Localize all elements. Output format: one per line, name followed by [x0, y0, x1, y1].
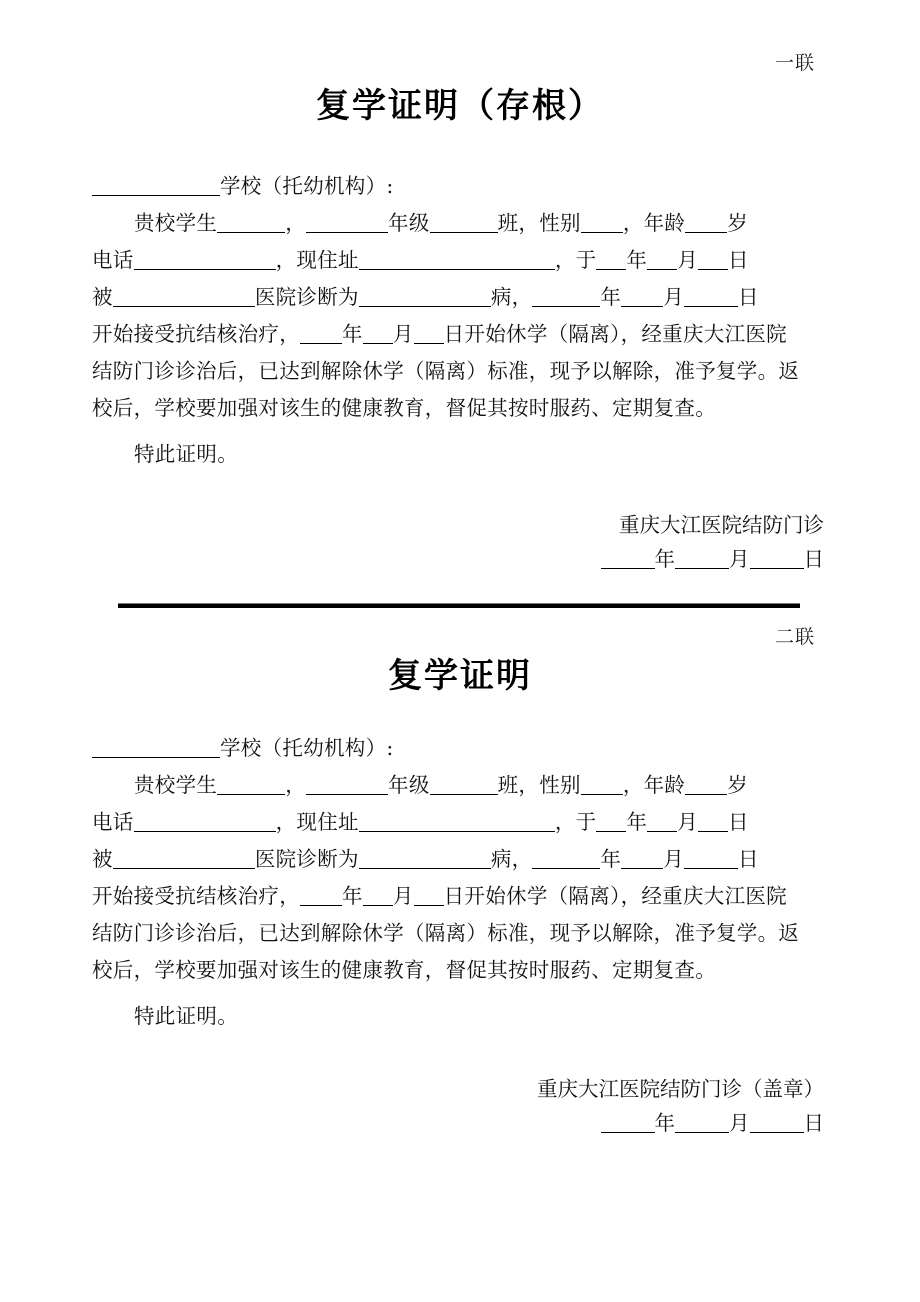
- leave-year-blank[interactable]: [300, 888, 342, 906]
- year-unit-3: 年: [342, 322, 363, 346]
- grade-label: 年级: [388, 211, 430, 235]
- certificate-body-first: [92, 168, 832, 473]
- age-unit: 岁: [727, 773, 749, 797]
- disease-unit: 病，: [490, 285, 533, 309]
- treatment-start-label: 开始接受抗结核治疗，: [92, 884, 300, 908]
- diagnosis-line-first: [92, 279, 832, 316]
- class-label: 班，性别: [497, 773, 581, 797]
- year-unit-2: 年: [600, 847, 622, 871]
- issue-date-first: [92, 542, 832, 576]
- class-label: 班，性别: [497, 211, 581, 235]
- issue-date-second: [92, 1106, 832, 1140]
- phone-blank[interactable]: [134, 252, 276, 270]
- month-unit-2: 月: [663, 285, 685, 309]
- treat-day-blank[interactable]: [684, 289, 738, 307]
- month-unit-2: 月: [663, 847, 685, 871]
- signature-block-second: [92, 1072, 832, 1140]
- hospital-blank[interactable]: [113, 851, 255, 869]
- leave-day-blank[interactable]: [414, 888, 444, 906]
- sign-year-blank[interactable]: [601, 1115, 655, 1133]
- school-name-line-second: [92, 730, 832, 767]
- leave-suffix: 日开始休学（隔离），经重庆大江医院: [443, 322, 787, 346]
- school-name-suffix: 学校（托幼机构）:: [220, 174, 394, 198]
- grade-blank[interactable]: [306, 777, 388, 795]
- treat-month-blank[interactable]: [621, 851, 663, 869]
- age-blank[interactable]: [685, 215, 727, 233]
- month-unit-1: 月: [677, 248, 699, 272]
- hospital-blank[interactable]: [113, 289, 255, 307]
- sign-year-unit: 年: [654, 1111, 675, 1135]
- clearance-line-second: 结防门诊诊治后，已达到解除休学（隔离）标准，现予以解除，准予复学。返: [92, 921, 800, 945]
- disease-unit: 病，: [490, 847, 533, 871]
- grade-blank[interactable]: [306, 215, 388, 233]
- treatment-line-first: [92, 316, 832, 353]
- address-label: ，现住址: [275, 248, 359, 272]
- issuing-org-second: 重庆大江医院结防门诊（盖章）: [537, 1077, 824, 1101]
- address-label: ，现住址: [275, 810, 359, 834]
- class-blank[interactable]: [430, 215, 498, 233]
- sign-day-unit: 日: [803, 547, 824, 571]
- diagnosis-label: 医院诊断为: [254, 847, 359, 871]
- phone-label: 电话: [92, 810, 134, 834]
- treatment-line-second: [92, 878, 832, 915]
- diagnosis-label: 医院诊断为: [254, 285, 359, 309]
- copy-tag-second: 二联: [774, 626, 815, 648]
- page-title-first: 复学证明（存根）: [316, 86, 604, 126]
- clearance-line-first: 结防门诊诊治后，已达到解除休学（隔离）标准，现予以解除，准予复学。返: [92, 359, 800, 383]
- certify-line-first: 特此证明。: [134, 442, 238, 466]
- school-name-suffix: 学校（托幼机构）:: [220, 736, 394, 760]
- leave-month-blank[interactable]: [363, 326, 393, 344]
- grade-label: 年级: [388, 773, 430, 797]
- student-name-blank[interactable]: [217, 777, 285, 795]
- sign-year-unit: 年: [654, 547, 675, 571]
- treat-year-blank[interactable]: [532, 289, 600, 307]
- school-name-line-first: [92, 168, 832, 205]
- diagnosis-line-second: [92, 841, 832, 878]
- certify-line-second: 特此证明。: [134, 1004, 238, 1028]
- onset-month-blank[interactable]: [647, 814, 677, 832]
- month-unit-3: 月: [392, 322, 414, 346]
- year-unit-3: 年: [342, 884, 363, 908]
- section-divider: [118, 603, 800, 608]
- student-label: 贵校学生: [134, 773, 218, 797]
- sign-month-unit: 月: [729, 547, 750, 571]
- diagnosed-by-label: 被: [92, 847, 113, 871]
- gender-label: ，年龄: [622, 773, 686, 797]
- phone-label: 电话: [92, 248, 134, 272]
- year-unit-1: 年: [626, 810, 648, 834]
- onset-month-blank[interactable]: [647, 252, 677, 270]
- treat-month-blank[interactable]: [621, 289, 663, 307]
- sign-day-blank[interactable]: [750, 1115, 804, 1133]
- onset-day-blank[interactable]: [698, 814, 728, 832]
- contact-line-first: [92, 242, 832, 279]
- signature-block-first: [92, 508, 832, 576]
- age-unit: 岁: [727, 211, 749, 235]
- onset-year-blank[interactable]: [596, 814, 626, 832]
- month-unit-3: 月: [392, 884, 414, 908]
- sign-month-unit: 月: [729, 1111, 750, 1135]
- treat-year-blank[interactable]: [532, 851, 600, 869]
- year-unit-1: 年: [626, 248, 648, 272]
- gender-blank[interactable]: [581, 215, 623, 233]
- leave-year-blank[interactable]: [300, 326, 342, 344]
- phone-blank[interactable]: [134, 814, 276, 832]
- address-blank[interactable]: [359, 252, 555, 270]
- student-name-blank[interactable]: [217, 215, 285, 233]
- day-unit-1: 日: [728, 810, 749, 834]
- certificate-body-second: [92, 730, 832, 1035]
- day-unit-1: 日: [728, 248, 749, 272]
- onset-day-blank[interactable]: [698, 252, 728, 270]
- sign-day-unit: 日: [803, 1111, 824, 1135]
- age-blank[interactable]: [685, 777, 727, 795]
- comma-1: ，: [285, 773, 307, 797]
- student-label: 贵校学生: [134, 211, 218, 235]
- school-name-blank[interactable]: [92, 178, 220, 196]
- date-prefix: ，于: [554, 810, 597, 834]
- leave-day-blank[interactable]: [414, 326, 444, 344]
- address-blank[interactable]: [359, 814, 555, 832]
- day-unit-2: 日: [738, 285, 759, 309]
- sign-day-blank[interactable]: [750, 551, 804, 569]
- leave-suffix: 日开始休学（隔离），经重庆大江医院: [443, 884, 787, 908]
- date-prefix: ，于: [554, 248, 597, 272]
- student-info-line-first: [92, 205, 832, 242]
- student-info-line-second: [92, 767, 832, 804]
- page-title-second: 复学证明: [388, 656, 532, 696]
- sign-year-blank[interactable]: [601, 551, 655, 569]
- contact-line-second: [92, 804, 832, 841]
- followup-line-first: 校后，学校要加强对该生的健康教育，督促其按时服药、定期复查。: [92, 396, 716, 420]
- onset-year-blank[interactable]: [596, 252, 626, 270]
- disease-blank[interactable]: [359, 851, 491, 869]
- class-blank[interactable]: [430, 777, 498, 795]
- sign-month-blank[interactable]: [675, 551, 729, 569]
- treat-day-blank[interactable]: [684, 851, 738, 869]
- comma-1: ，: [285, 211, 307, 235]
- disease-blank[interactable]: [359, 289, 491, 307]
- leave-month-blank[interactable]: [363, 888, 393, 906]
- copy-tag-first: 一联: [774, 52, 815, 74]
- gender-label: ，年龄: [622, 211, 686, 235]
- diagnosed-by-label: 被: [92, 285, 113, 309]
- year-unit-2: 年: [600, 285, 622, 309]
- month-unit-1: 月: [677, 810, 699, 834]
- gender-blank[interactable]: [581, 777, 623, 795]
- treatment-start-label: 开始接受抗结核治疗，: [92, 322, 300, 346]
- issuing-org-first: 重庆大江医院结防门诊: [619, 513, 824, 537]
- sign-month-blank[interactable]: [675, 1115, 729, 1133]
- day-unit-2: 日: [738, 847, 759, 871]
- school-name-blank[interactable]: [92, 740, 220, 758]
- followup-line-second: 校后，学校要加强对该生的健康教育，督促其按时服药、定期复查。: [92, 958, 716, 982]
